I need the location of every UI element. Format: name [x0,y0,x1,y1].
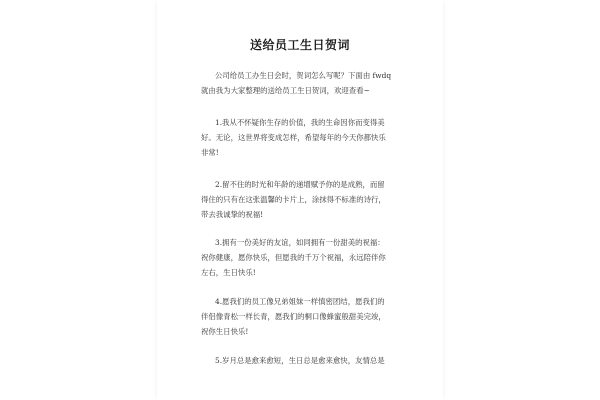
wish-paragraph-5 [201,353,399,368]
intro-line-2: 就由我为大家整理的送给员工生日贺词，欢迎查看~ [201,86,370,95]
wish-5-line-1: 5.岁月总是愈来愈短，生日总是愈来愈快，友情总是 [215,356,385,365]
wish-3-line-2: 祝你健康，愿你快乐，但愿我的千万个祝福，永远陪伴你 [201,253,386,262]
wish-paragraph-4 [201,294,399,339]
wish-4-line-3: 祝你生日快乐! [201,327,249,336]
intro-line-1: 公司给员工办生日会时，贺词怎么写呢？下面由 fwdq [215,71,392,80]
wish-3-line-1: 3.拥有一份美好的友谊，如同拥有一份甜美的祝福： [215,238,385,247]
wish-1-line-2: 好。无论，这世界将变成怎样，希望每年的今天你都快乐 [201,133,386,142]
wish-paragraph-2 [201,177,399,222]
wish-3-line-3: 左右，生日快乐! [201,268,256,277]
wish-1-line-1: 1.我从不怀疑你生存的价值，我的生命因你而变得美 [215,118,385,127]
wish-1-line-3: 非常! [201,148,219,157]
wish-2-line-2: 得住的只有在这张温馨的卡片上，涂抹得不标准的诗行， [201,195,386,204]
wish-2-line-3: 带去我诚挚的祝福! [201,210,264,219]
intro-paragraph [201,68,399,98]
wish-2-line-1: 2.留不住的时光和年龄的递增赋予你的是成熟，而留 [215,180,385,189]
wish-4-line-1: 4.愿我们的员工像兄弟姐妹一样慎密团结，愿我们的 [215,297,385,306]
document-title: 送给员工生日贺词 [249,38,350,52]
wish-paragraph-1 [201,115,399,160]
wish-paragraph-3 [201,235,399,280]
wish-4-line-2: 伴侣像青松一样长青，愿我们的桐口像蜂蜜般甜美完竣， [201,312,386,321]
